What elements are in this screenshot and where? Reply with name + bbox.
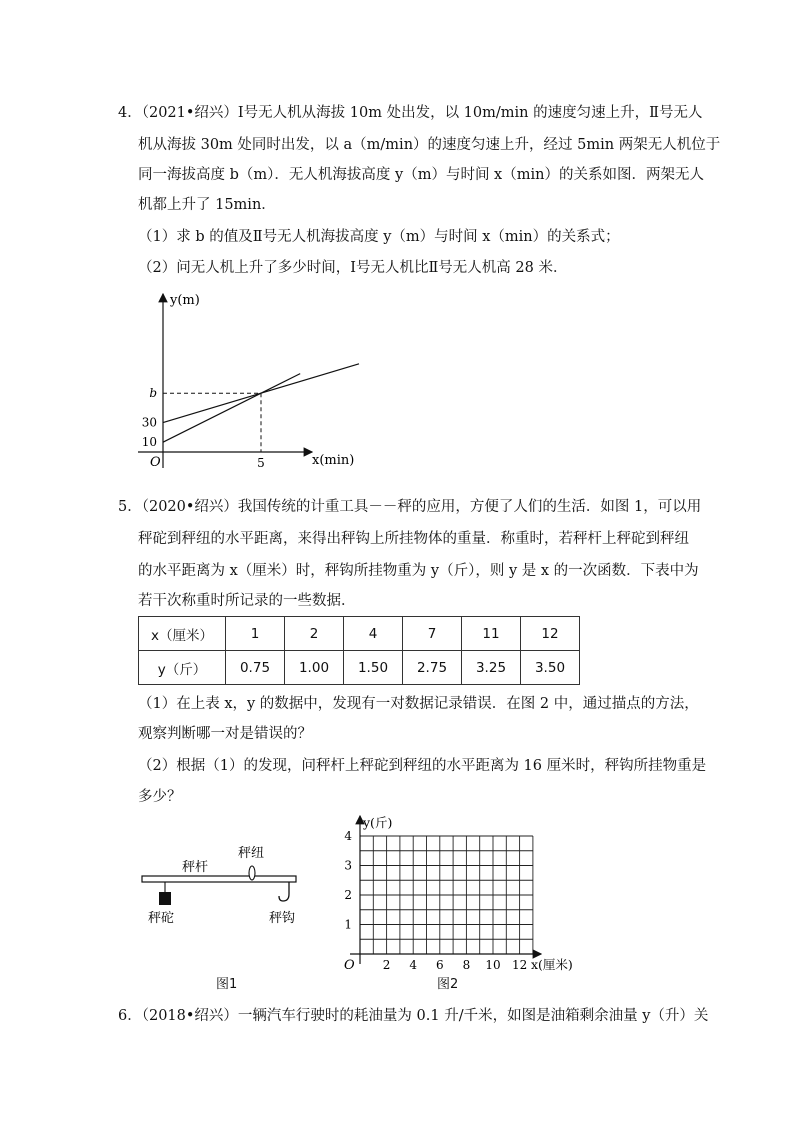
y-tick-label: b (149, 386, 157, 401)
table-cell: 2 (285, 617, 344, 651)
x-tick-label: 5 (257, 456, 265, 470)
label-niu: 秤纽 (238, 846, 265, 861)
y-tick-label: 1 (344, 917, 352, 932)
problem4-line-4: 机都上升了 15min． (138, 197, 276, 213)
table-header-x: x（厘米） (139, 617, 226, 651)
x-tick-label: 2 (382, 958, 391, 972)
table-cell: 1 (226, 617, 285, 651)
x-tick-label: 12 (511, 958, 528, 972)
problem6-line-1: 6．（2018•绍兴）一辆汽车行驶时的耗油量为 0.1 升/千米，如图是油箱剩余油量 y（升）关 (118, 1008, 709, 1024)
y-axis-label: y(斤) (363, 815, 393, 830)
figure2-grid-chart (336, 812, 586, 974)
steelyard-beam (142, 876, 296, 882)
problem5-line-2: 秤砣到秤纽的水平距离，来得出秤钩上所挂物体的重量．称重时，若秤杆上秤砣到秤纽 (138, 531, 689, 547)
y-tick-label: 10 (141, 435, 157, 450)
steelyard-knob (249, 866, 255, 880)
steelyard-weight (159, 892, 171, 905)
label-gan: 秤杆 (182, 860, 209, 875)
origin-label: O (150, 455, 161, 470)
table-cell: 1.00 (285, 651, 344, 685)
steelyard-hook-icon (279, 882, 289, 901)
problem5-line-3: 的水平距离为 x（厘米）时，秤钩所挂物重为 y（斤），则 y 是 x 的一次函数．下表中为 (138, 563, 699, 579)
table-cell: 11 (462, 617, 521, 651)
x-axis-label: x(厘米) (531, 957, 573, 972)
problem4-line-3: 同一海拔高度 b（m）．无人机海拔高度 y（m）与时间 x（min）的关系如图．两架无人 (138, 167, 704, 183)
problem5-question-1-cont: 观察判断哪一对是错误的？ (138, 726, 312, 742)
table-cell: 1.50 (344, 651, 403, 685)
problem5-line-4: 若干次称重时所记录的一些数据． (138, 593, 356, 609)
y-tick-label: 30 (141, 415, 157, 430)
label-gou: 秤钩 (269, 911, 296, 926)
figure1-caption: 图1 (216, 977, 238, 992)
x-tick-label: 8 (462, 958, 471, 972)
table-row-x (139, 617, 580, 651)
y-tick-label: 3 (344, 858, 352, 873)
table-row-y (139, 651, 580, 685)
y-tick-label: 2 (344, 888, 352, 902)
table-cell: 4 (344, 617, 403, 651)
problem4-line-chart (130, 288, 360, 473)
problem4-line-1: 4．（2021•绍兴）Ⅰ号无人机从海拔 10m 处出发，以 10m/min 的速度匀速上升，Ⅱ号无人 (118, 105, 703, 121)
label-tuo: 秤砣 (148, 911, 175, 926)
table-cell: 2.75 (403, 651, 462, 685)
x-axis-label: x(min) (312, 453, 355, 468)
series-line-1 (163, 374, 300, 443)
problem5-question-2-cont: 多少？ (138, 789, 182, 805)
table-header-y: y（斤） (139, 651, 226, 685)
x-tick-label: 6 (435, 958, 444, 972)
x-tick-label: 10 (485, 958, 501, 972)
table-cell: 0.75 (226, 651, 285, 685)
problem4-question-1: （1）求 b 的值及Ⅱ号无人机海拔高度 y（m）与时间 x（min）的关系式； (138, 229, 620, 245)
y-tick-label: 4 (344, 829, 352, 843)
x-tick-label: 4 (409, 958, 418, 972)
problem4-line-2: 机从海拔 30m 处同时出发，以 a（m/min）的速度匀速上升，经过 5min 两架无人机位于 (138, 137, 721, 153)
problem4-question-2: （2）问无人机上升了多少时间，Ⅰ号无人机比Ⅱ号无人机高 28 米． (138, 260, 568, 276)
steelyard-figure (138, 838, 308, 950)
table-cell: 12 (521, 617, 580, 651)
problem5-line-1: 5．（2020•绍兴）我国传统的计重工具－－秤的应用，方便了人们的生活．如图 1，可以用 (118, 499, 702, 515)
problem5-question-1: （1）在上表 x，y 的数据中，发现有一对数据记录错误．在图 2 中，通过描点的方法， (138, 696, 699, 712)
figure2-caption: 图2 (437, 977, 459, 992)
table-cell: 3.50 (521, 651, 580, 685)
y-axis-label: y(m) (170, 293, 200, 308)
weighing-data-table (138, 616, 580, 685)
problem5-question-2: （2）根据（1）的发现，问秤杆上秤砣到秤纽的水平距离为 16 厘米时，秤钩所挂物重是 (138, 758, 707, 774)
table-cell: 7 (403, 617, 462, 651)
origin-label: O (344, 958, 355, 973)
table-cell: 3.25 (462, 651, 521, 685)
